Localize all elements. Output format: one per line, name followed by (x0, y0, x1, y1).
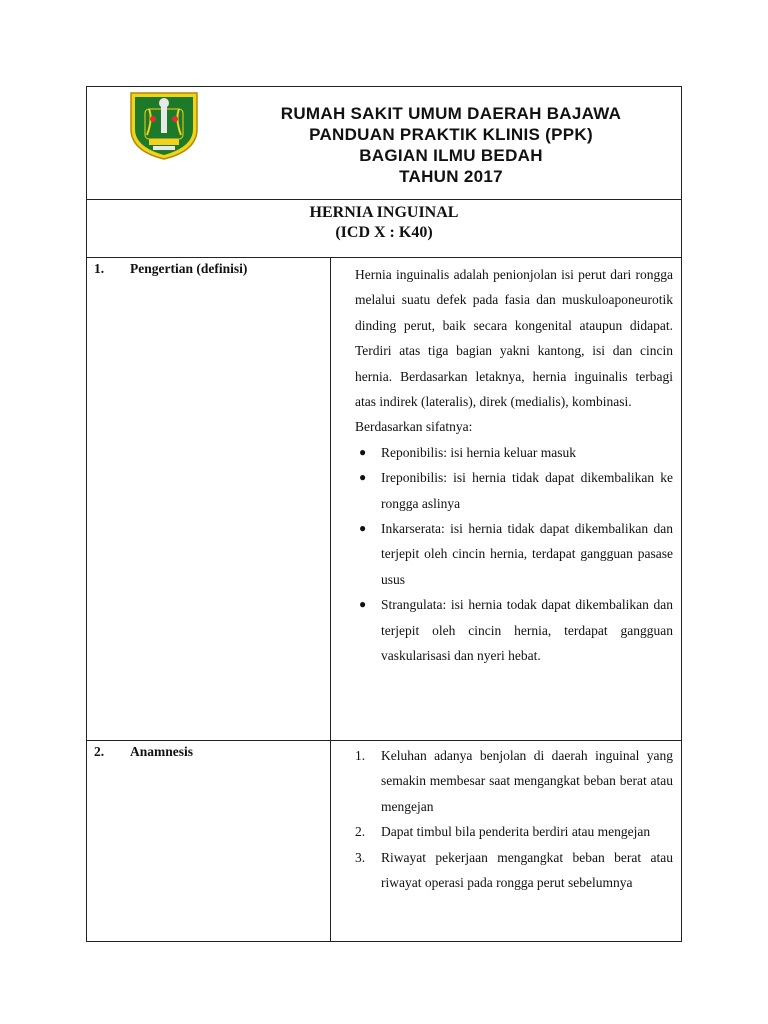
list-item (355, 440, 673, 465)
header-line-year: TAHUN 2017 (399, 167, 503, 186)
anamnesis-list (355, 743, 673, 895)
list-item-text: Strangulata: isi hernia todak dapat dikembalikan dan terjepit oleh cincin hernia, terdapat gangguan vaskularisasi dan nyeri hebat. (381, 597, 673, 664)
section-label: Pengertian (definisi) (130, 261, 248, 276)
header-line-department: BAGIAN ILMU BEDAH (359, 146, 543, 165)
regional-emblem-shield-icon (127, 89, 201, 161)
list-item-text: Inkarserata: isi hernia tidak dapat dikembalikan dan terjepit oleh cincin hernia, terdapat gangguan pasase usus (381, 521, 673, 587)
list-item (355, 743, 673, 819)
section-content-cell (331, 741, 681, 941)
ppk-document-table (86, 86, 682, 942)
list-item (355, 845, 673, 896)
list-item (355, 465, 673, 516)
list-item-number: 2. (355, 824, 366, 840)
list-item-text: Reponibilis: isi hernia keluar masuk (381, 444, 576, 460)
bullet-icon: ● (359, 521, 367, 536)
document-header (87, 87, 681, 200)
section-label-cell (87, 741, 331, 941)
bullet-icon: ● (359, 444, 367, 459)
hospital-header-text (237, 103, 665, 187)
list-item (355, 516, 673, 592)
section-content-cell (331, 258, 681, 740)
header-line-ppk: PANDUAN PRAKTIK KLINIS (PPK) (309, 125, 593, 144)
header-line-hospital: RUMAH SAKIT UMUM DAERAH BAJAWA (280, 104, 622, 123)
section-row-definition (87, 258, 681, 741)
classification-heading: Berdasarkan sifatnya: (355, 419, 473, 435)
definition-paragraph: Hernia inguinalis adalah penionjolan isi perut dari rongga melalui suatu defek pada fasia dan muskuloaponeurotik dinding perut, baik secara kongenital ataupun didapat. Terdiri atas tiga bagian yakni kantong, isi dan cincin hernia. Berdasarkan letaknya, hernia inguinalis terbagi atas indirek (lateralis), direk (medialis), kombinasi. (355, 267, 673, 410)
title-icd-code: (ICD X : K40) (335, 224, 433, 241)
classification-list (355, 440, 673, 669)
section-label-cell (87, 258, 331, 740)
list-item-text: Riwayat pekerjaan mengangkat beban berat atau riwayat operasi pada rongga perut sebelumnya (381, 849, 673, 891)
document-title (87, 200, 681, 258)
section-label: Anamnesis (130, 744, 194, 759)
list-item-number: 3. (355, 849, 366, 865)
section-row-anamnesis (87, 741, 681, 941)
title-disease: HERNIA INGUINAL (309, 204, 459, 221)
list-item-text: Dapat timbul bila penderita berdiri atau mengejan (381, 824, 651, 840)
list-item (355, 592, 673, 668)
bullet-icon: ● (359, 597, 367, 612)
section-number: 2. (94, 744, 105, 759)
section-number: 1. (94, 261, 105, 276)
list-item-text: Keluhan adanya benjolan di daerah inguinal yang semakin membesar saat mengangkat beban berat atau mengejan (381, 748, 673, 814)
bullet-icon: ● (359, 470, 367, 485)
list-item-text: Ireponibilis: isi hernia tidak dapat dikembalikan ke rongga aslinya (381, 470, 673, 511)
list-item-number: 1. (355, 748, 366, 763)
list-item (355, 819, 673, 844)
